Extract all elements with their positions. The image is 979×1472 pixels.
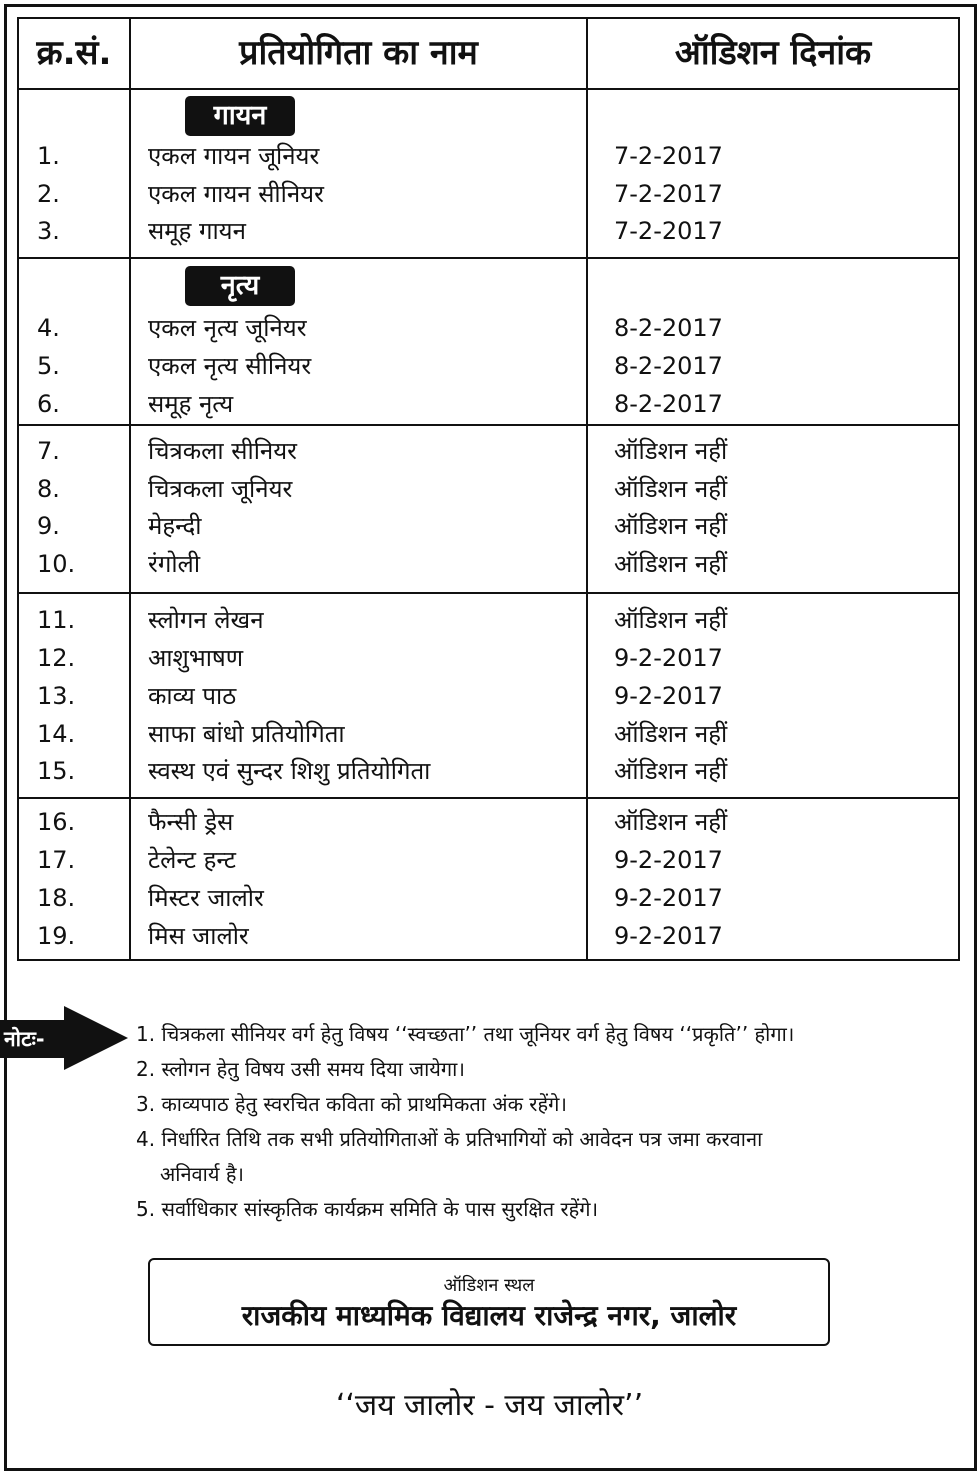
row-number: 3. <box>37 217 60 245</box>
table-section-divider <box>17 424 960 426</box>
header-serial: क्र.सं. <box>36 33 112 73</box>
note-item: 3. काव्यपाठ हेतु स्वरचित कविता को प्राथमिकता अंक रहेंगे। <box>136 1092 567 1116</box>
competition-name: स्लोगन लेखन <box>148 606 264 634</box>
header-date: ऑडिशन दिनांक <box>674 33 872 73</box>
audition-date: 8-2-2017 <box>614 314 723 342</box>
table-row <box>0 639 979 677</box>
row-number: 11. <box>37 606 76 634</box>
table-row <box>0 137 979 175</box>
competition-name: समूह नृत्य <box>148 390 234 418</box>
row-number: 12. <box>37 644 76 672</box>
table-row <box>0 879 979 917</box>
venue-label: ऑडिशन स्थल <box>443 1275 535 1296</box>
table-section-divider <box>17 592 960 594</box>
competition-name: समूह गायन <box>148 217 246 245</box>
competition-name: चित्रकला सीनियर <box>148 437 297 465</box>
competition-name: साफा बांधो प्रतियोगिता <box>148 720 345 748</box>
audition-date: 8-2-2017 <box>614 390 723 418</box>
table-header-divider <box>17 88 960 90</box>
audition-date: 8-2-2017 <box>614 352 723 380</box>
row-number: 15. <box>37 757 76 785</box>
row-number: 2. <box>37 180 60 208</box>
competition-name: काव्य पाठ <box>148 682 237 710</box>
competition-name: चित्रकला जूनियर <box>148 475 293 503</box>
competition-name: मेहन्दी <box>148 512 202 540</box>
row-number: 8. <box>37 475 60 503</box>
audition-date: ऑडिशन नहीं <box>614 512 728 540</box>
audition-date: ऑडिशन नहीं <box>614 475 728 503</box>
header-competition: प्रतियोगिता का नाम <box>239 33 478 73</box>
row-number: 5. <box>37 352 60 380</box>
audition-date: ऑडिशन नहीं <box>614 550 728 578</box>
slogan: ‘‘जय जालोर - जय जालोर’’ <box>335 1388 644 1423</box>
table-row <box>0 385 979 423</box>
competition-name: एकल गायन जूनियर <box>148 142 320 170</box>
note-item: 5. सर्वाधिकार सांस्कृतिक कार्यक्रम समिति के पास सुरक्षित रहेंगे। <box>136 1197 599 1221</box>
table-section-divider <box>17 257 960 259</box>
table-row <box>0 601 979 639</box>
audition-date: 9-2-2017 <box>614 884 723 912</box>
table-row <box>0 545 979 583</box>
competition-name: टेलेन्ट हन्ट <box>148 846 237 874</box>
venue-name: राजकीय माध्यमिक विद्यालय राजेन्द्र नगर, जालोर <box>241 1299 737 1332</box>
section-title-dance: नृत्य <box>185 266 295 306</box>
audition-date: 9-2-2017 <box>614 846 723 874</box>
audition-date: ऑडिशन नहीं <box>614 757 728 785</box>
venue-box <box>148 1258 830 1346</box>
competition-name: मिस जालोर <box>148 922 249 950</box>
table-row <box>0 470 979 508</box>
row-number: 17. <box>37 846 76 874</box>
table-row <box>0 507 979 545</box>
table-row <box>0 917 979 955</box>
row-number: 18. <box>37 884 76 912</box>
arrow-right-icon <box>64 1006 128 1070</box>
row-number: 6. <box>37 390 60 418</box>
table-section-divider <box>17 797 960 799</box>
row-number: 7. <box>37 437 60 465</box>
row-number: 10. <box>37 550 76 578</box>
table-row <box>0 841 979 879</box>
audition-date: 9-2-2017 <box>614 922 723 950</box>
section-title-singing: गायन <box>185 96 295 136</box>
competition-name: एकल गायन सीनियर <box>148 180 324 208</box>
note-item-continued: अनिवार्य है। <box>160 1162 245 1186</box>
competition-name: रंगोली <box>148 550 201 578</box>
note-item: 2. स्लोगन हेतु विषय उसी समय दिया जायेगा। <box>136 1057 465 1081</box>
competition-name: स्वस्थ एवं सुन्दर शिशु प्रतियोगिता <box>148 757 431 785</box>
table-row <box>0 677 979 715</box>
table-row <box>0 715 979 753</box>
row-number: 19. <box>37 922 76 950</box>
audition-date: ऑडिशन नहीं <box>614 808 728 836</box>
audition-date: ऑडिशन नहीं <box>614 606 728 634</box>
table-row <box>0 212 979 250</box>
row-number: 14. <box>37 720 76 748</box>
audition-date: 9-2-2017 <box>614 644 723 672</box>
audition-date: 7-2-2017 <box>614 180 723 208</box>
audition-date: 7-2-2017 <box>614 217 723 245</box>
row-number: 1. <box>37 142 60 170</box>
note-label: नोटः- <box>0 1020 74 1058</box>
competition-name: एकल नृत्य सीनियर <box>148 352 312 380</box>
row-number: 9. <box>37 512 60 540</box>
audition-date: 9-2-2017 <box>614 682 723 710</box>
table-row <box>0 803 979 841</box>
row-number: 4. <box>37 314 60 342</box>
note-item: 1. चित्रकला सीनियर वर्ग हेतु विषय ‘‘स्वच्छता’’ तथा जूनियर वर्ग हेतु विषय ‘‘प्रकृति’’ होगा। <box>136 1022 795 1046</box>
audition-date: ऑडिशन नहीं <box>614 720 728 748</box>
table-row <box>0 752 979 790</box>
audition-date: 7-2-2017 <box>614 142 723 170</box>
table-row <box>0 432 979 470</box>
table-row <box>0 347 979 385</box>
table-row <box>0 175 979 213</box>
competition-name: आशुभाषण <box>148 644 244 672</box>
row-number: 13. <box>37 682 76 710</box>
row-number: 16. <box>37 808 76 836</box>
audition-date: ऑडिशन नहीं <box>614 437 728 465</box>
note-item: 4. निर्धारित तिथि तक सभी प्रतियोगिताओं के प्रतिभागियों को आवेदन पत्र जमा करवाना <box>136 1127 763 1151</box>
competition-name: एकल नृत्य जूनियर <box>148 314 307 342</box>
competition-name: फैन्सी ड्रेस <box>148 808 234 836</box>
table-row <box>0 309 979 347</box>
competition-name: मिस्टर जालोर <box>148 884 264 912</box>
